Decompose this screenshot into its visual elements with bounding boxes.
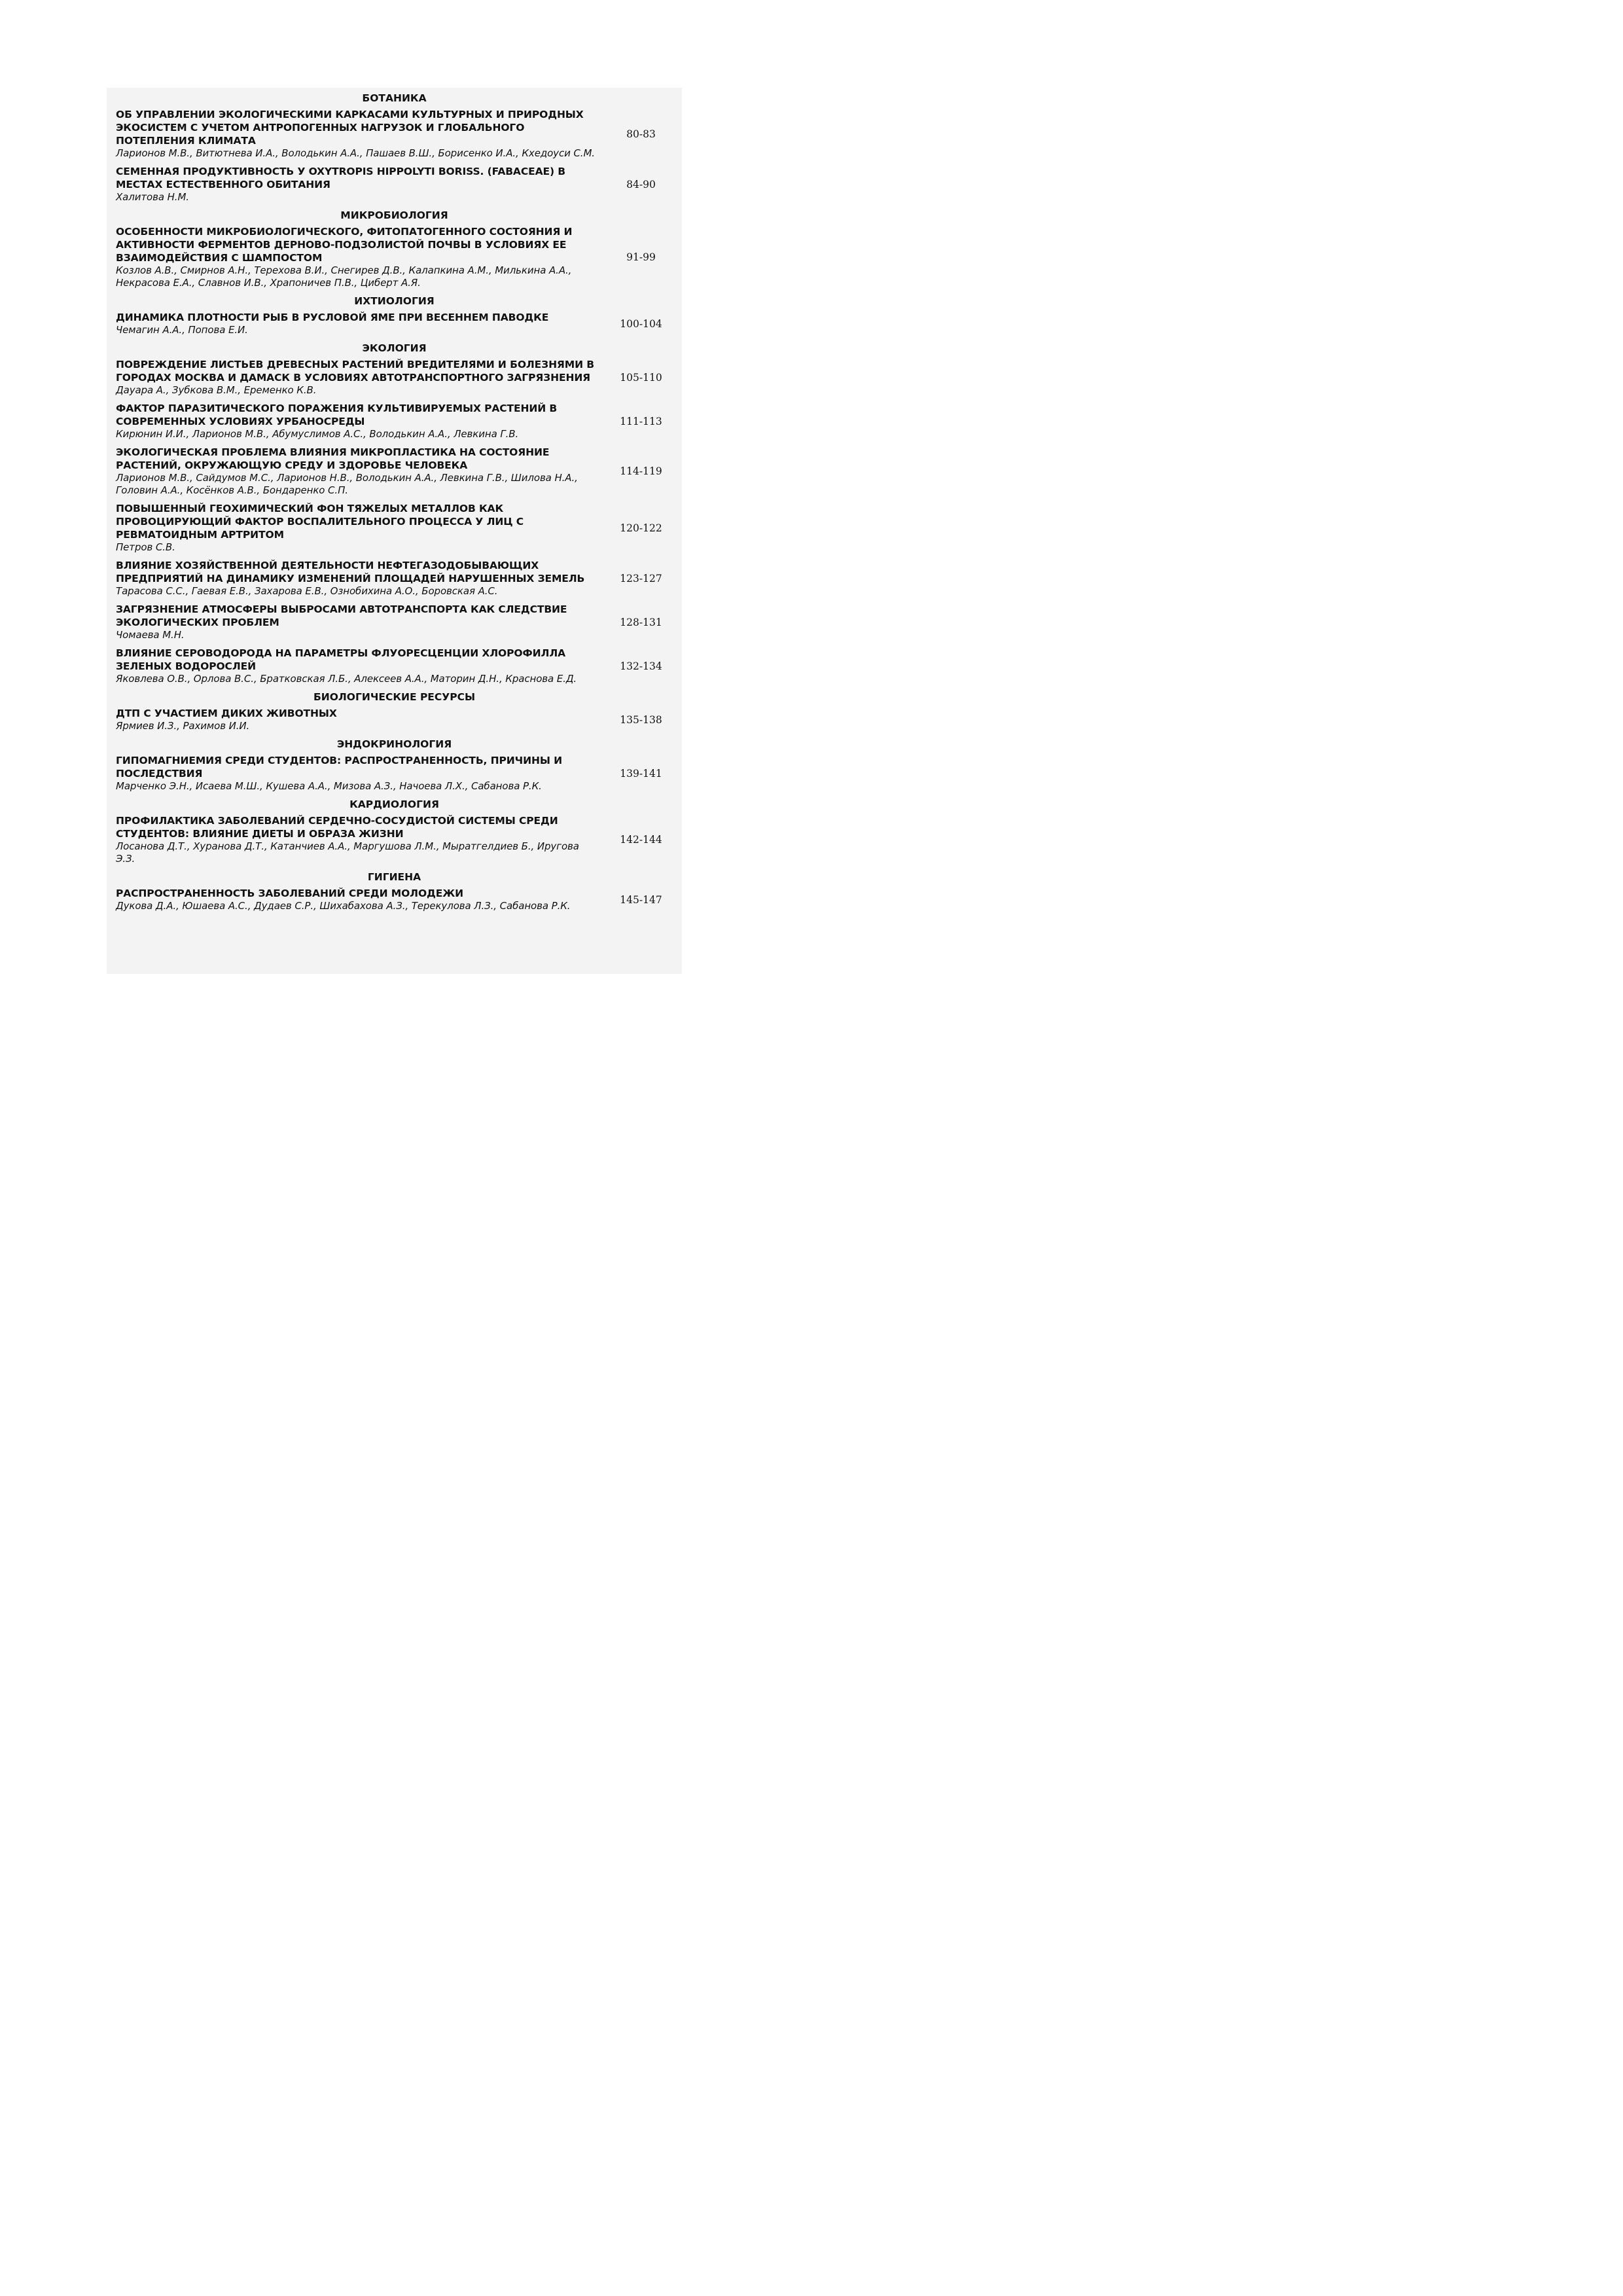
toc-entry (107, 647, 682, 685)
section-heading: БИОЛОГИЧЕСКИЕ РЕСУРСЫ (313, 691, 476, 703)
article-title: ОБ УПРАВЛЕНИИ ЭКОЛОГИЧЕСКИМИ КАРКАСАМИ КУЛЬТУРНЫХ И ПРИРОДНЫХ ЭКОСИСТЕМ С УЧЕТОМ АНТРОПОГЕННЫХ НАГРУЗОК И ГЛОБАЛЬНОГО ПОТЕПЛЕНИЯ КЛИМАТА (116, 109, 584, 147)
article-title: ГИПОМАГНИЕМИЯ СРЕДИ СТУДЕНТОВ: РАСПРОСТРАНЕННОСТЬ, ПРИЧИНЫ И ПОСЛЕДСТВИЯ (116, 755, 562, 780)
toc-entry (107, 225, 682, 289)
page-range: 128-131 (620, 616, 662, 628)
article-authors: Петров С.В. (116, 541, 175, 553)
article-authors: Халитова Н.М. (116, 191, 189, 203)
entry-body (116, 647, 600, 685)
article-authors: Дукова Д.А., Юшаева А.С., Дудаев С.Р., Шихабахова А.З., Терекулова Л.З., Сабанова Р.К. (116, 900, 571, 912)
page-range: 80-83 (626, 128, 656, 140)
article-authors: Лосанова Д.Т., Хуранова Д.Т., Катанчиев А.А., Маргушова Л.М., Мыратгелдиев Б., Иругова Э.З. (116, 840, 579, 865)
article-authors: Ярмиев И.З., Рахимов И.И. (116, 720, 250, 732)
toc-entry (107, 559, 682, 598)
table-of-contents (107, 88, 682, 974)
article-title: ПОВРЕЖДЕНИЕ ЛИСТЬЕВ ДРЕВЕСНЫХ РАСТЕНИЙ ВРЕДИТЕЛЯМИ И БОЛЕЗНЯМИ В ГОРОДАХ МОСКВА И ДАМАСК В УСЛОВИЯХ АВТОТРАНСПОРТНОГО ЗАГРЯЗНЕНИЯ (116, 359, 594, 384)
entry-body (116, 225, 600, 289)
article-title: ЗАГРЯЗНЕНИЕ АТМОСФЕРЫ ВЫБРОСАМИ АВТОТРАНСПОРТА КАК СЛЕДСТВИЕ ЭКОЛОГИЧЕСКИХ ПРОБЛЕМ (116, 603, 567, 628)
article-authors: Ларионов М.В., Витютнева И.А., Володькин А.А., Пашаев В.Ш., Борисенко И.А., Кхедоуси С.М. (116, 147, 595, 159)
entry-body (116, 446, 600, 497)
page-range: 145-147 (620, 893, 662, 906)
section-heading: ГИГИЕНА (367, 871, 421, 883)
section-heading: ЭНДОКРИНОЛОГИЯ (336, 738, 452, 750)
page-range: 123-127 (620, 572, 662, 584)
article-title: РАСПРОСТРАНЕННОСТЬ ЗАБОЛЕВАНИЙ СРЕДИ МОЛОДЕЖИ (116, 888, 463, 899)
page-range: 132-134 (620, 660, 662, 672)
toc-entry (107, 402, 682, 440)
article-title: ЭКОЛОГИЧЕСКАЯ ПРОБЛЕМА ВЛИЯНИЯ МИКРОПЛАСТИКА НА СОСТОЯНИЕ РАСТЕНИЙ, ОКРУЖАЮЩУЮ СРЕДУ И ЗДОРОВЬЕ ЧЕЛОВЕКА (116, 446, 550, 471)
article-authors: Дауара А., Зубкова В.М., Еременко К.В. (116, 384, 317, 396)
article-authors: Ларионов М.В., Сайдумов М.С., Ларионов Н.В., Володькин А.А., Левкина Г.В., Шилова Н.А., Головин А.А., Косёнков А.В., Бондаренко С.П. (116, 472, 578, 496)
entry-body (116, 311, 600, 336)
toc-entry (107, 311, 682, 336)
toc-entry (107, 754, 682, 793)
entry-body (116, 165, 600, 204)
entry-body (116, 559, 600, 598)
toc-entry (107, 603, 682, 641)
toc-entry (107, 358, 682, 397)
entry-body (116, 603, 600, 641)
section-heading: МИКРОБИОЛОГИЯ (340, 209, 448, 221)
page-range: 111-113 (620, 415, 662, 427)
entry-body (116, 814, 600, 865)
toc-entry (107, 165, 682, 204)
toc-entry (107, 446, 682, 497)
section-heading: ЭКОЛОГИЯ (362, 342, 427, 354)
article-authors: Яковлева О.В., Орлова В.С., Братковская Л.Б., Алексеев А.А., Маторин Д.Н., Краснова Е.Д. (116, 673, 577, 685)
section-heading: БОТАНИКА (362, 92, 427, 104)
section-heading: ИХТИОЛОГИЯ (354, 295, 435, 307)
article-authors: Козлов А.В., Смирнов А.Н., Терехова В.И., Снегирев Д.В., Калапкина А.М., Милькина А.А., Некрасова Е.А., Славнов И.В., Храпоничев П.В., Циберт А.Я. (116, 264, 572, 289)
article-authors: Кирюнин И.И., Ларионов М.В., Абумуслимов А.С., Володькин А.А., Левкина Г.В. (116, 428, 519, 440)
article-title: СЕМЕННАЯ ПРОДУКТИВНОСТЬ У OXYTROPIS HIPPOLYTI BORISS. (FABACEAE) В МЕСТАХ ЕСТЕСТВЕННОГО ОБИТАНИЯ (116, 166, 565, 190)
page-range: 100-104 (620, 317, 662, 330)
toc-entry (107, 887, 682, 912)
page-range: 120-122 (620, 522, 662, 534)
article-title: ДТП С УЧАСТИЕМ ДИКИХ ЖИВОТНЫХ (116, 708, 337, 719)
section-heading: КАРДИОЛОГИЯ (349, 798, 439, 810)
page-range: 84-90 (626, 178, 656, 190)
article-authors: Чомаева М.Н. (116, 629, 185, 641)
article-title: ВЛИЯНИЕ ХОЗЯЙСТВЕННОЙ ДЕЯТЕЛЬНОСТИ НЕФТЕГАЗОДОБЫВАЮЩИХ ПРЕДПРИЯТИЙ НА ДИНАМИКУ ИЗМЕНЕНИЙ ПЛОЩАДЕЙ НАРУШЕННЫХ ЗЕМЕЛЬ (116, 560, 585, 584)
entry-body (116, 707, 600, 732)
page-range: 105-110 (620, 371, 662, 384)
page-range: 142-144 (620, 834, 662, 846)
article-authors: Чемагин А.А., Попова Е.И. (116, 324, 248, 336)
page-range: 135-138 (620, 713, 662, 726)
article-title: ПОВЫШЕННЫЙ ГЕОХИМИЧЕСКИЙ ФОН ТЯЖЕЛЫХ МЕТАЛЛОВ КАК ПРОВОЦИРУЮЩИЙ ФАКТОР ВОСПАЛИТЕЛЬНОГО ПРОЦЕССА У ЛИЦ С РЕВМАТОИДНЫМ АРТРИТОМ (116, 503, 524, 541)
toc-entry (107, 108, 682, 160)
entry-body (116, 358, 600, 397)
toc-entry (107, 502, 682, 554)
toc-entry (107, 814, 682, 865)
article-title: ОСОБЕННОСТИ МИКРОБИОЛОГИЧЕСКОГО, ФИТОПАТОГЕННОГО СОСТОЯНИЯ И АКТИВНОСТИ ФЕРМЕНТОВ ДЕРНОВО-ПОДЗОЛИСТОЙ ПОЧВЫ В УСЛОВИЯХ ЕЕ ВЗАИМОДЕЙСТВИЯ С ШАМПОСТОМ (116, 226, 573, 264)
entry-body (116, 887, 600, 912)
page-range: 91-99 (626, 251, 656, 263)
article-title: ДИНАМИКА ПЛОТНОСТИ РЫБ В РУСЛОВОЙ ЯМЕ ПРИ ВЕСЕННЕМ ПАВОДКЕ (116, 312, 549, 323)
entry-body (116, 502, 600, 554)
page-range: 139-141 (620, 767, 662, 780)
article-title: ВЛИЯНИЕ СЕРОВОДОРОДА НА ПАРАМЕТРЫ ФЛУОРЕСЦЕНЦИИ ХЛОРОФИЛЛА ЗЕЛЕНЫХ ВОДОРОСЛЕЙ (116, 647, 566, 672)
article-title: ПРОФИЛАКТИКА ЗАБОЛЕВАНИЙ СЕРДЕЧНО-СОСУДИСТОЙ СИСТЕМЫ СРЕДИ СТУДЕНТОВ: ВЛИЯНИЕ ДИЕТЫ И ОБРАЗА ЖИЗНИ (116, 815, 558, 840)
entry-body (116, 108, 600, 160)
article-title: ФАКТОР ПАРАЗИТИЧЕСКОГО ПОРАЖЕНИЯ КУЛЬТИВИРУЕМЫХ РАСТЕНИЙ В СОВРЕМЕННЫХ УСЛОВИЯХ УРБАНОСРЕДЫ (116, 403, 558, 427)
page-range: 114-119 (620, 465, 662, 477)
toc-entry (107, 707, 682, 732)
entry-body (116, 754, 600, 793)
article-authors: Марченко Э.Н., Исаева М.Ш., Кушева А.А., Мизова А.З., Начоева Л.Х., Сабанова Р.К. (116, 780, 542, 792)
entry-body (116, 402, 600, 440)
article-authors: Тарасова С.С., Гаевая Е.В., Захарова Е.В., Ознобихина А.О., Боровская А.С. (116, 585, 498, 597)
